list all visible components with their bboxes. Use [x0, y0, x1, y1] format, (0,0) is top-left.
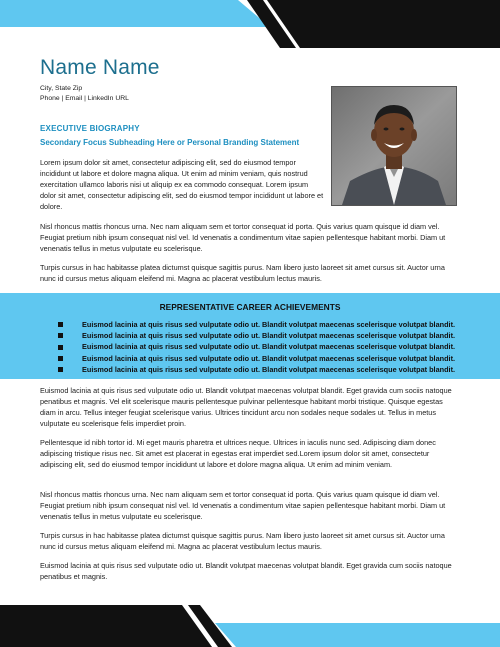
body-paragraph-4: Turpis cursus in hac habitasse platea dictumst quisque sagittis purus. Nam libero justo laoreet sit amet cursus sit. Auctor urna nunc id cursus metus aliquam eleifend mi. Magna ac placerat vestibulum lectus mauris. — [40, 531, 445, 551]
list-item — [58, 341, 478, 352]
list-item — [58, 364, 478, 375]
bio-paragraph-3: Turpis cursus in hac habitasse platea dictumst quisque sagittis purus. Nam libero justo laoreet sit amet cursus sit. Auctor urna nunc id cursus metus aliquam eleifend mi. Magna ac placerat vestibulum lectus mauris. — [40, 263, 445, 283]
achievement-text: Euismod lacinia at quis risus sed vulputate odio ut. Blandit volutpat maecenas scelerisque volutpat blandit. — [82, 331, 456, 341]
person-portrait-icon — [332, 87, 456, 205]
section-heading-biography: EXECUTIVE BIOGRAPHY — [40, 124, 140, 133]
list-item — [58, 319, 478, 330]
achievement-text: Euismod lacinia at quis risus sed vulputate odio ut. Blandit volutpat maecenas scelerisque volutpat blandit. — [82, 364, 456, 374]
candidate-name: Name Name — [40, 56, 160, 79]
achievement-text: Euismod lacinia at quis risus sed vulputate odio ut. Blandit volutpat maecenas scelerisque volutpat blandit. — [82, 342, 456, 352]
location-text: City, State Zip — [40, 85, 83, 92]
contact-block — [40, 84, 129, 103]
bullet-icon — [58, 345, 63, 350]
body-paragraph-1: Euismod lacinia at quis risus sed vulputate odio ut. Blandit volutpat maecenas volutpat blandit. Eget gravida cum sociis natoque penatibus et magnis. Vel elit scelerisque mauris pellentesque pulvinar pellentesque habitant morbi tristique. Quisque egestas diam in arcu. Tellus integer feugiat scelerisque varius. Ultrices tincidunt arcu non sodales neque sodales ut. Tellus in metus vulputate eu scelerisque felis imperdiet proin. — [40, 386, 452, 428]
body-paragraph-2: Pellentesque id nibh tortor id. Mi eget mauris pharetra et ultrices neque. Ultrices in iaculis nunc sed. Adipiscing diam donec adipiscing tristique risus nec. Sit amet est placerat in egestas erat imperdiet sed.Lorem ipsum dolor sit amet, consectetur adipiscing elit, sed do eiusmod tempor incididunt ut labore et dolore magna aliqua. Ut enim ad minim veniam. — [40, 438, 436, 469]
bio-paragraph-1: Lorem ipsum dolor sit amet, consectetur adipiscing elit, sed do eiusmod tempor incididunt ut labore et dolore magna aliqua. Ut enim ad minim veniam, quis nostrud exercitation ullamco laboris nisi ut aliquip ex ea commodo consequat. Lorem ipsum dolor sit amet, consectetur adipiscing elit, sed do eiusmod tempor incididunt ut labore et dolore. — [40, 158, 324, 211]
body-paragraph-5: Euismod lacinia at quis risus sed vulputate odio ut. Blandit volutpat maecenas volutpat blandit. Eget gravida cum sociis natoque penatibus et magnis. — [40, 561, 452, 581]
bullet-icon — [58, 367, 63, 372]
list-item — [58, 353, 478, 364]
bio-paragraph-2: Nisl rhoncus mattis rhoncus urna. Nec nam aliquam sem et tortor consequat id porta. Quis varius quam quisque id diam vel. Feugiat pretium nibh ipsum consequat nisl vel. Id venenatis a condimentum vitae sapien pellentesque habitant morbi. Diam ut venenatis tellus in metus vulputate eu scelerisque. — [40, 222, 446, 253]
contact-line: Phone | Email | LinkedIn URL — [40, 94, 129, 102]
bullet-icon — [58, 356, 63, 361]
bullet-icon — [58, 333, 63, 338]
list-item — [58, 330, 478, 341]
achievements-title: REPRESENTATIVE CAREER ACHIEVEMENTS — [159, 302, 341, 312]
achievement-text: Euismod lacinia at quis risus sed vulputate odio ut. Blandit volutpat maecenas scelerisque volutpat blandit. — [82, 353, 456, 363]
body-paragraph-3: Nisl rhoncus mattis rhoncus urna. Nec nam aliquam sem et tortor consequat id porta. Quis varius quam quisque id diam vel. Feugiat pretium nibh ipsum consequat nisl vel. Id venenatis a condimentum vitae sapien pellentesque habitant morbi. Diam ut venenatis tellus in metus vulputate eu scelerisque. — [40, 490, 446, 521]
bullet-icon — [58, 322, 63, 327]
bottom-decor-bar — [0, 605, 500, 647]
achievement-text: Euismod lacinia at quis risus sed vulputate odio ut. Blandit volutpat maecenas scelerisque volutpat blandit. — [82, 320, 456, 329]
branding-subheading: Secondary Focus Subheading Here or Personal Branding Statement — [40, 138, 300, 147]
profile-photo — [331, 86, 457, 206]
achievements-list — [58, 319, 478, 375]
top-decor-bar — [0, 0, 500, 48]
